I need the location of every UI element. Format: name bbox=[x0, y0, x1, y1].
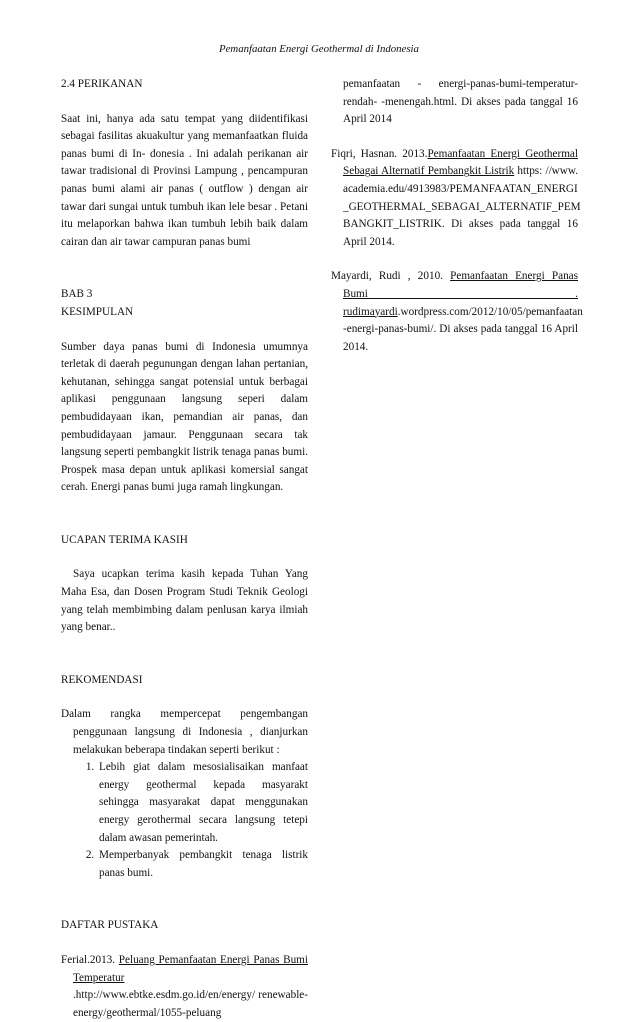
reference-title: Pemanfaatan Energi Geothermal Sebagai Alternatif Pembangkit Listrik bbox=[343, 147, 578, 178]
running-header: Pemanfaatan Energi Geothermal di Indonesia bbox=[219, 43, 419, 55]
reference-title: Peluang Pemanfaatan Energi Panas Bumi Temperatur bbox=[73, 953, 308, 984]
section-heading-daftar-pustaka: DAFTAR PUSTAKA bbox=[61, 919, 159, 932]
left-column bbox=[61, 76, 308, 1022]
list-item: 2. Memperbanyak pembangkit tenaga listrik panas bumi. bbox=[97, 847, 308, 882]
reference-author: Ferial.2013. bbox=[61, 953, 119, 966]
reference-url: .wordpress.com/2012/10/05/pemanfaatan -energi-panas-bumi/. Di akses pada tanggal 16 April 2014. bbox=[343, 305, 583, 353]
reference-title: Pemanfaatan Energi Panas Bumi . rudimayardi bbox=[343, 270, 578, 318]
recommendation-list bbox=[61, 759, 308, 882]
paragraph-rekomendasi-intro: Dalam rangka mempercepat pengembangan penggunaan langsung di Indonesia , dianjurkan melakukan beberapa tindakan seperti berikut : bbox=[61, 708, 308, 756]
right-column bbox=[331, 76, 583, 356]
section-ucapan bbox=[61, 532, 308, 637]
list-item: 1. Lebih giat dalam mesosialisaikan manfaat energy geothermal kepada masyarakt sehingga masyarakat dapat menggunakan energy gerothermal secara langsung tetepi dalam awasan pemerintah. bbox=[97, 759, 308, 847]
reference-author: Mayardi, Rudi , 2010. bbox=[331, 270, 451, 283]
section-heading-rekomendasi: REKOMENDASI bbox=[61, 673, 143, 686]
reference-url: .http://www.ebtke.esdm.go.id/en/energy/ renewable-energy/geothermal/1055-peluang bbox=[73, 989, 308, 1019]
reference-2 bbox=[331, 146, 581, 252]
chapter-title: KESIMPULAN bbox=[61, 305, 134, 318]
section-heading-perikanan: 2.4 PERIKANAN bbox=[61, 78, 143, 90]
reference-url: https: //www. academia.edu/4913983/PEMANFAATAN_ENERGI _GEOTHERMAL_SEBAGAI_ALTERNATIF_PEM BANGKIT_LISTRIK. Di akses pada tanggal 16 April 2014. bbox=[343, 165, 581, 248]
reference-1-continued: pemanfaatan - energi-panas-bumi-temperatur-rendah- -menengah.html. Di akses pada tanggal 16 April 2014 bbox=[343, 78, 578, 126]
section-daftar-pustaka bbox=[61, 917, 308, 1022]
reference-1 bbox=[61, 952, 308, 1022]
reference-3 bbox=[331, 268, 583, 356]
section-rekomendasi bbox=[61, 672, 308, 883]
paragraph-perikanan: Saat ini, hanya ada satu tempat yang diidentifikasi sebagai fasilitas akuakultur yang memanfaatkan fluida panas bumi di In- donesia . Ini adalah perikanan air tawar tradisional di Provinsi Lampung , pencampuran panas bumi alami air panas ( outflow ) dengan air tawar dari sungai untuk tumbuh ikan lele besar . Petani itu melaporkan bahwa ikan tumbuh lebih baik dalam cairan dan air tawar campuran panas bumi bbox=[61, 112, 308, 248]
reference-author: Fiqri, Hasnan. 2013. bbox=[331, 147, 428, 160]
section-heading-ucapan: UCAPAN TERIMA KASIH bbox=[61, 533, 188, 546]
paragraph-ucapan: Saya ucapkan terima kasih kepada Tuhan Yang Maha Esa, dan Dosen Program Studi Teknik Geologi yang telah membimbing dalam penlusan karya ilmiah yang benar.. bbox=[61, 568, 308, 634]
section-kesimpulan bbox=[61, 286, 308, 497]
chapter-heading: BAB 3 bbox=[61, 288, 93, 301]
section-perikanan bbox=[61, 76, 308, 251]
paragraph-kesimpulan: Sumber daya panas bumi di Indonesia umumnya terletak di daerah pegunungan dengan lahan pertanian, kehutanan, sehingga sangat potensial untuk berbagai aplikasi penggunaan langsung seperi dalam pembudidayaan ikan, pemandian air panas, dan pembudidayaan jamaur. Penggunaan secara tak langsung seperti pembangkit listrik tenaga panas bumi. Prospek masa depan untuk aplikasi komersial sangat cerah. Energi panas bumi juga ramah lingkungan. bbox=[61, 340, 308, 494]
